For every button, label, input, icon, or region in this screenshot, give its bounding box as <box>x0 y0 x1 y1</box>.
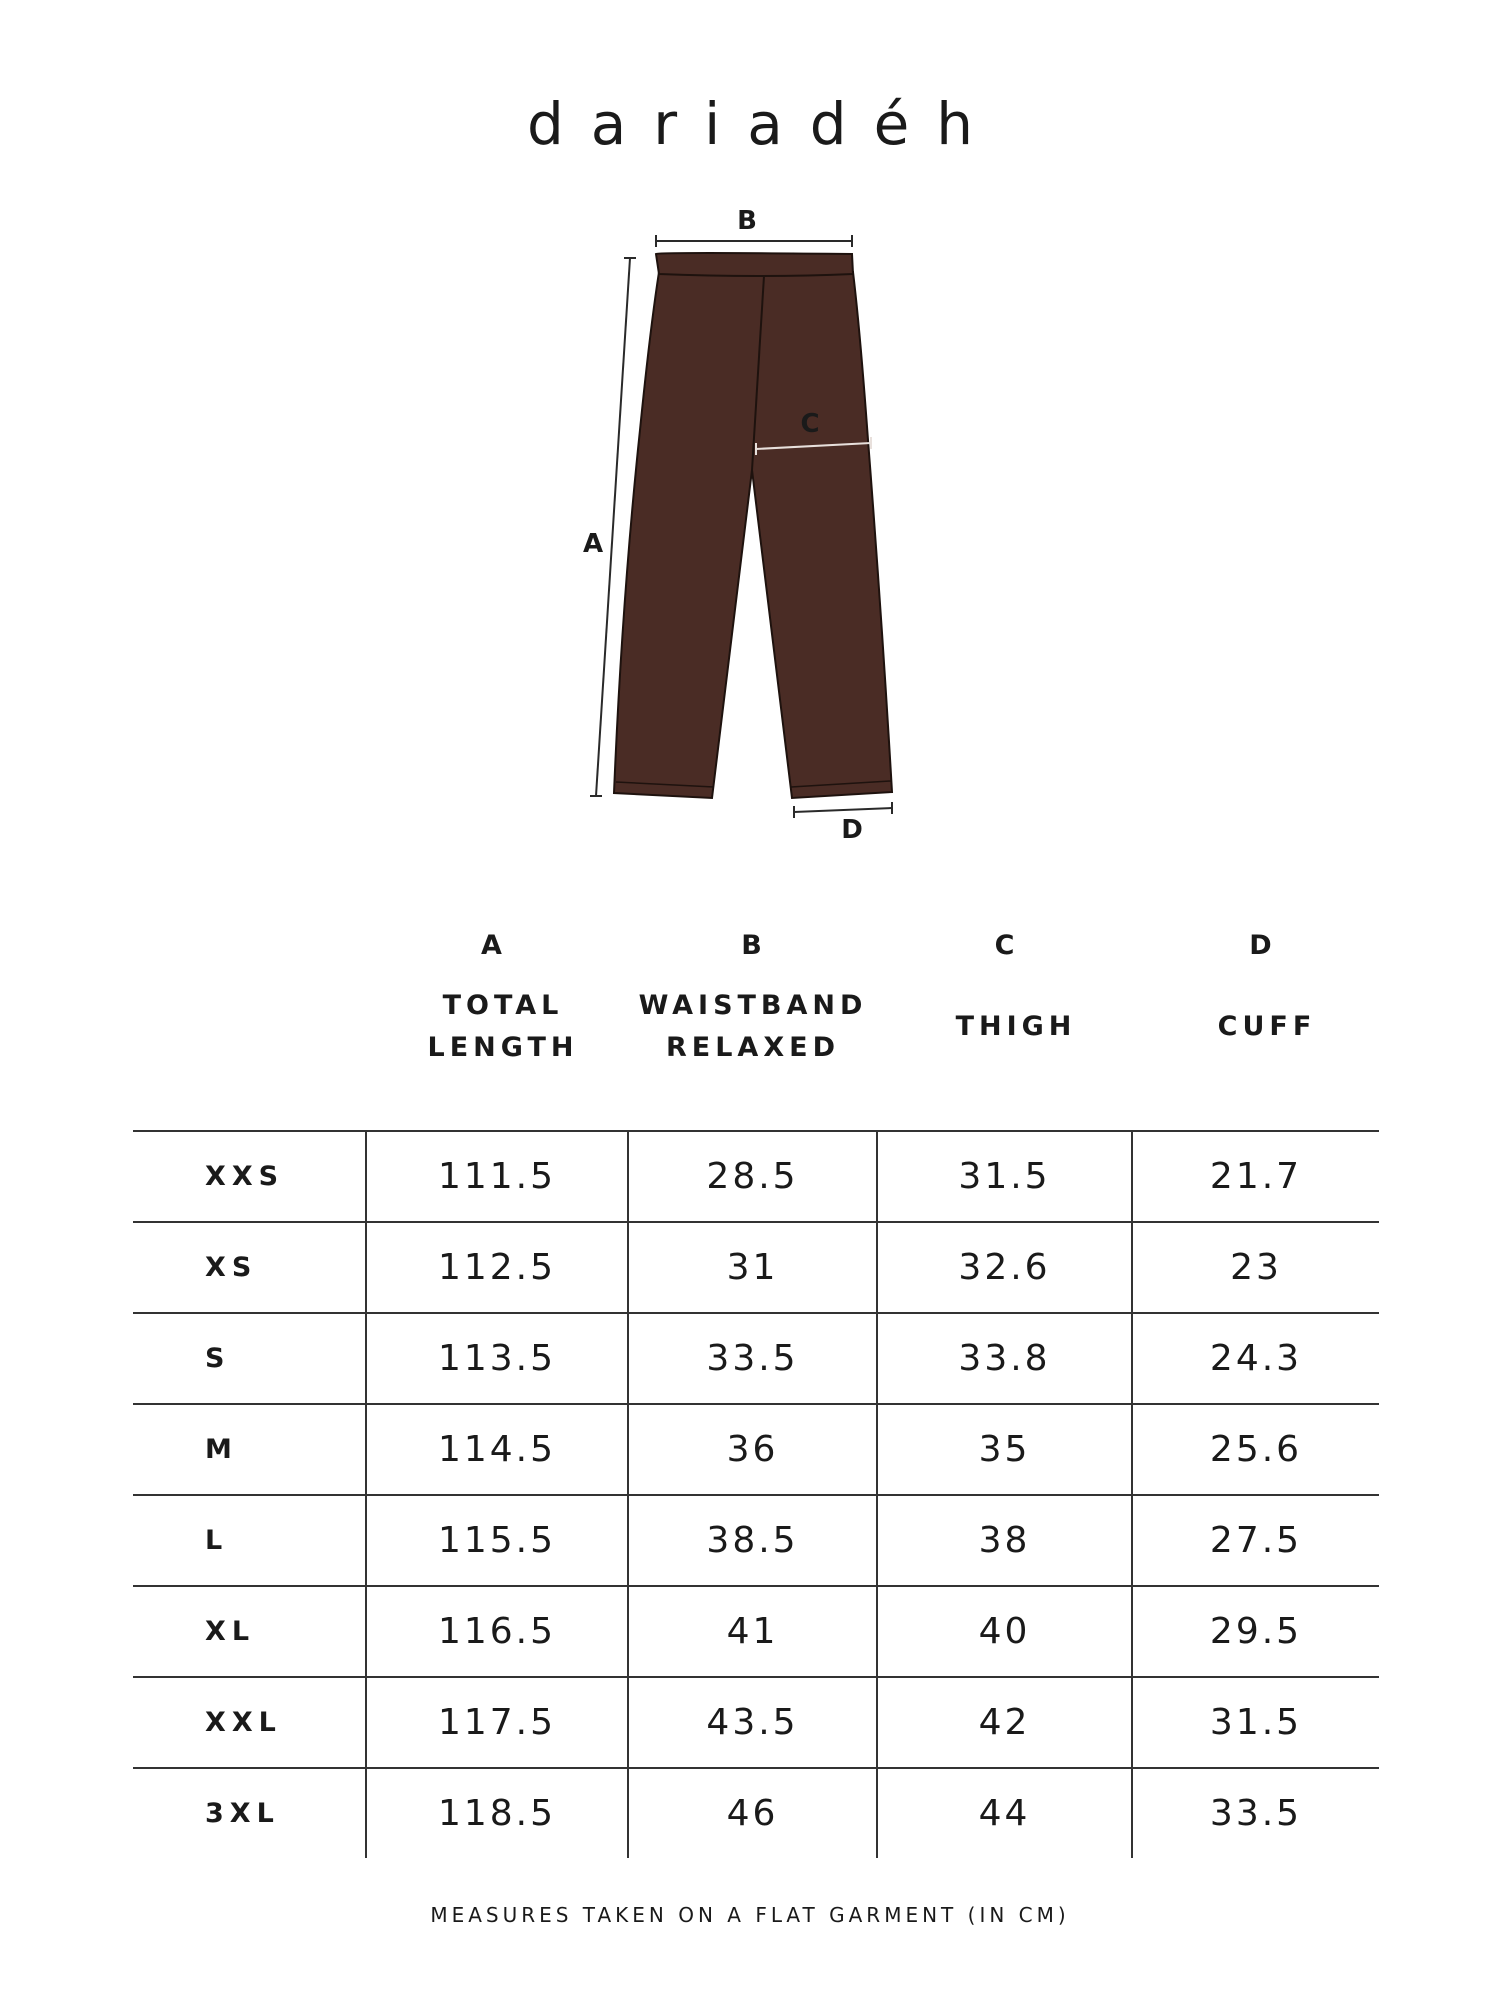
diagram-label-d: D <box>841 815 863 845</box>
size-label: XXL <box>205 1707 282 1738</box>
pants-illustration <box>0 0 1500 900</box>
brand-logo: dariadéh <box>526 90 1001 158</box>
table-row <box>133 1403 1379 1494</box>
measurement-cell: 42 <box>876 1678 1131 1767</box>
column-header-waistband-relaxed: WAISTBAND RELAXED <box>638 990 868 1063</box>
measurement-cell: 32.6 <box>876 1223 1131 1312</box>
measurement-cell: 112.5 <box>365 1223 627 1312</box>
garment-diagram <box>0 0 1500 900</box>
measurement-cell: 41 <box>627 1587 876 1676</box>
table-row <box>133 1312 1379 1403</box>
table-row <box>133 1767 1379 1858</box>
size-table <box>133 1130 1379 1858</box>
measurement-cell: 25.6 <box>1131 1405 1379 1494</box>
measurement-cell: 114.5 <box>365 1405 627 1494</box>
diagram-label-a: A <box>582 529 604 559</box>
measurement-cell: 23 <box>1131 1223 1379 1312</box>
measurement-cell: 43.5 <box>627 1678 876 1767</box>
table-row <box>133 1130 1379 1221</box>
column-letter-c: C <box>994 930 1018 961</box>
measurement-cell: 118.5 <box>365 1769 627 1858</box>
table-row <box>133 1221 1379 1312</box>
measurement-cell: 35 <box>876 1405 1131 1494</box>
measurement-cell: 21.7 <box>1131 1132 1379 1221</box>
measurement-cell: 33.5 <box>1131 1769 1379 1858</box>
measurement-cell: 28.5 <box>627 1132 876 1221</box>
measurement-cell: 38 <box>876 1496 1131 1585</box>
measurement-cell: 31.5 <box>876 1132 1131 1221</box>
measure-line-d <box>794 808 892 812</box>
measurement-cell: 40 <box>876 1587 1131 1676</box>
column-header-cuff: CUFF <box>1217 1011 1317 1042</box>
measurement-cell: 46 <box>627 1769 876 1858</box>
measurement-cell: 33.5 <box>627 1314 876 1403</box>
size-label: XL <box>205 1616 256 1647</box>
column-letter-d: D <box>1249 930 1275 961</box>
footer-note: MEASURES TAKEN ON A FLAT GARMENT (IN CM) <box>430 1903 1070 1927</box>
measurement-cell: 117.5 <box>365 1678 627 1767</box>
size-label: M <box>205 1434 238 1465</box>
measurement-cell: 113.5 <box>365 1314 627 1403</box>
size-label: 3XL <box>205 1798 280 1829</box>
measurement-cell: 33.8 <box>876 1314 1131 1403</box>
measurement-cell: 31 <box>627 1223 876 1312</box>
measurement-cell: 111.5 <box>365 1132 627 1221</box>
diagram-label-b: B <box>737 206 757 236</box>
measurement-cell: 24.3 <box>1131 1314 1379 1403</box>
size-label: L <box>205 1525 229 1556</box>
column-header-thigh: THIGH <box>955 1011 1077 1042</box>
measurement-cell: 29.5 <box>1131 1587 1379 1676</box>
measurement-cell: 31.5 <box>1131 1678 1379 1767</box>
pants-body <box>614 272 892 798</box>
size-label: S <box>205 1343 231 1374</box>
table-row <box>133 1585 1379 1676</box>
table-row <box>133 1494 1379 1585</box>
table-row <box>133 1676 1379 1767</box>
column-header-total-length: TOTAL LENGTH <box>427 990 579 1063</box>
measurement-cell: 27.5 <box>1131 1496 1379 1585</box>
pants-waistband <box>656 253 853 276</box>
measurement-cell: 116.5 <box>365 1587 627 1676</box>
column-letter-b: B <box>741 930 765 961</box>
measurement-cell: 44 <box>876 1769 1131 1858</box>
column-letter-a: A <box>481 930 505 961</box>
measurement-cell: 38.5 <box>627 1496 876 1585</box>
diagram-label-c: C <box>800 409 820 439</box>
size-label: XS <box>205 1252 258 1283</box>
measurement-cell: 36 <box>627 1405 876 1494</box>
size-label: XXS <box>205 1161 285 1192</box>
measurement-cell: 115.5 <box>365 1496 627 1585</box>
